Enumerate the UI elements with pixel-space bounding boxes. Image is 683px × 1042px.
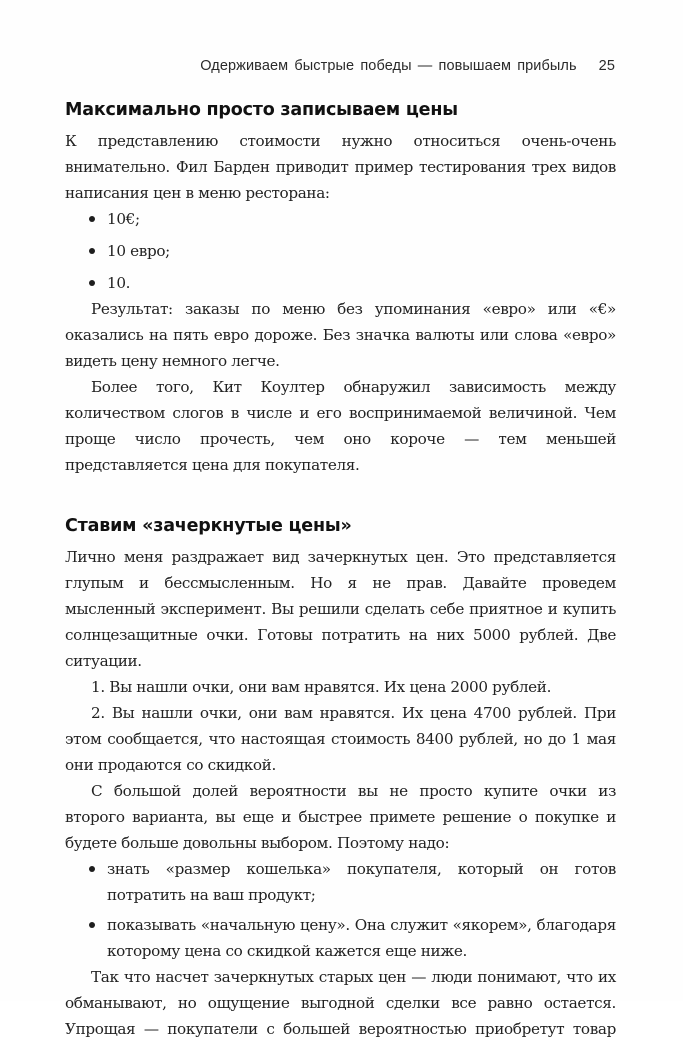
section-heading: Ставим «зачеркнутые цены» — [65, 516, 352, 536]
paragraph-intro: Лично меня раздражает вид зачеркнутых цен. Это представляется глупым и бессмысленным. Но я не прав. Давайте проведем мысленный эксперимент. Вы решили сделать себе приятное и купить солнцезащитные очки. Готовы потратить на них 5000 рублей. Две ситуации. — [65, 548, 616, 670]
numbered-item-2: 2. Вы нашли очки, они вам нравятся. Их цена 4700 рублей. При этом сообщается, что настоящая стоимость 8400 рублей, но до 1 мая они продаются со скидкой. — [65, 704, 616, 774]
section-heading: Максимально просто записываем цены — [65, 100, 458, 120]
running-title: Одерживаем быстрые победы — повышаем прибыль — [200, 58, 577, 74]
page-body — [65, 96, 616, 1042]
paragraph-final: Так что насчет зачеркнутых старых цен — люди понимают, что их обманывают, но ощущение выгодной сделки все равно остается. Упрощая — покупатели с большей вероятностью приобретут товар — [65, 968, 616, 1038]
bullet-icon — [89, 216, 95, 222]
list-item: 10€; — [65, 206, 616, 232]
paragraph-result: Результат: заказы по меню без упоминания «евро» или «€» оказались на пять евро дороже. Без значка валюты или слова «евро» видеть цену немного легче. — [65, 300, 616, 370]
section-crossed-prices — [65, 512, 616, 1042]
bullet-icon — [89, 922, 95, 928]
price-format-list — [65, 206, 616, 296]
paragraph-conclusion: С большой долей вероятности вы не просто купите очки из второго варианта, вы еще и быстрее примете решение о покупке и будете больше довольны выбором. Поэтому надо: — [65, 782, 616, 852]
section-simple-prices — [65, 96, 616, 478]
recommendation-list — [65, 856, 616, 964]
bullet-icon — [89, 866, 95, 872]
numbered-item-1: 1. Вы нашли очки, они вам нравятся. Их цена 2000 рублей. — [91, 678, 552, 696]
list-item: 10 евро; — [65, 238, 616, 264]
bullet-icon — [89, 248, 95, 254]
list-item: 10. — [65, 270, 616, 296]
paragraph-coulter: Более того, Кит Коултер обнаружил зависимость между количеством слогов в числе и его воспринимаемой величиной. Чем проще число прочесть, чем оно короче — тем меньшей представляется цена для покупателя. — [65, 378, 616, 474]
bullet-icon — [89, 280, 95, 286]
paragraph-intro: К представлению стоимости нужно относиться очень-очень внимательно. Фил Барден приводит пример тестирования трех видов написания цен в меню ресторана: — [65, 132, 616, 202]
running-header — [65, 58, 615, 74]
list-item: знать «размер кошелька» покупателя, который он готов потратить на ваш продукт; — [65, 856, 616, 908]
page-number: 25 — [598, 58, 615, 74]
list-item: показывать «начальную цену». Она служит «якорем», благодаря которому цена со скидкой кажется еще ниже. — [65, 912, 616, 964]
